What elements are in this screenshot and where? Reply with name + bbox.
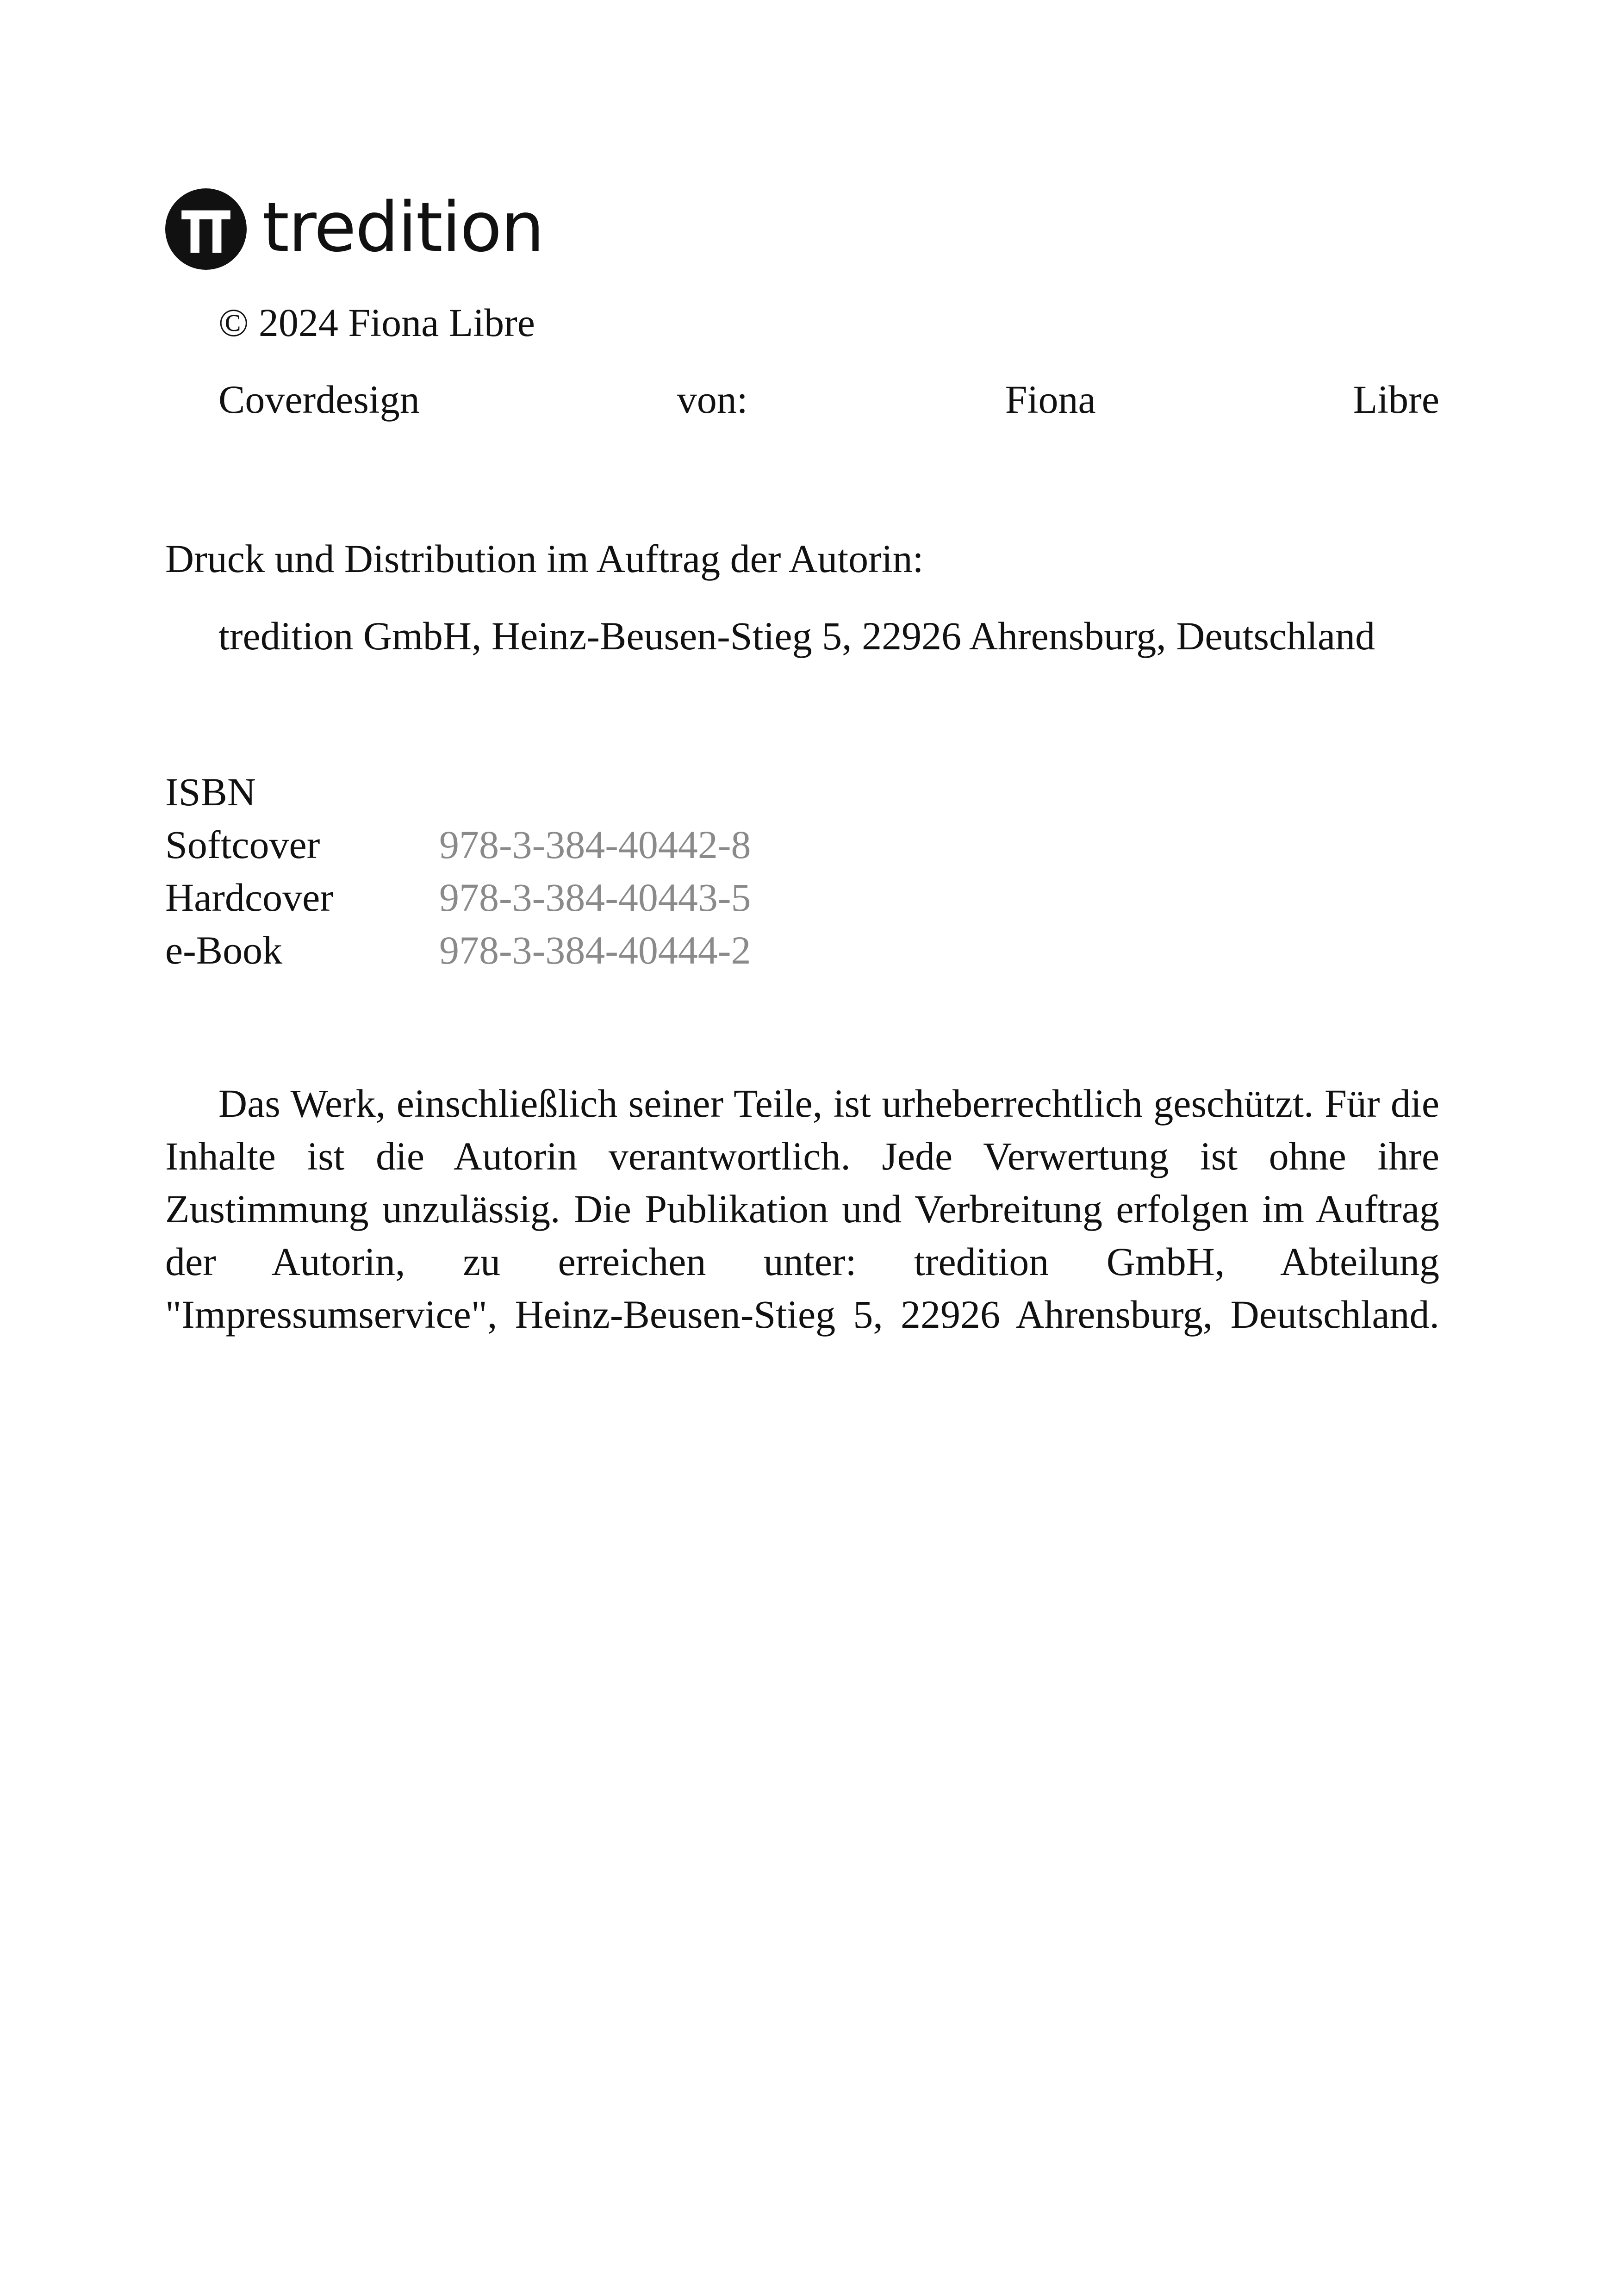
cover-word: Coverdesign [218, 377, 420, 422]
isbn-label: Hardcover [165, 875, 333, 920]
tredition-logo-icon [165, 188, 247, 270]
publisher-logo [165, 187, 543, 271]
publisher-wordmark: tredition [262, 187, 544, 267]
print-heading: Druck und Distribution im Auftrag der Autorin: [165, 536, 924, 581]
isbn-number: 978-3-384-40442-8 [439, 822, 751, 867]
copyright-line: © 2024 Fiona Libre [218, 300, 535, 345]
cover-word: Fiona [1005, 377, 1096, 422]
cover-word: von: [677, 377, 748, 422]
isbn-heading: ISBN [165, 770, 256, 814]
isbn-row [165, 924, 751, 977]
isbn-label: Softcover [165, 822, 320, 867]
cover-design-line [218, 373, 1439, 426]
isbn-row [165, 871, 751, 924]
cover-word: Libre [1353, 377, 1439, 422]
isbn-number: 978-3-384-40443-5 [439, 875, 751, 920]
print-address: tredition GmbH, Heinz-Beusen-Stieg 5, 22926 Ahrensburg, Deutschland [218, 614, 1375, 658]
isbn-block [165, 765, 751, 977]
isbn-row [165, 818, 751, 871]
isbn-number: 978-3-384-40444-2 [439, 928, 751, 972]
legal-notice: Das Werk, einschließlich seiner Teile, ist urheberrechtlich geschützt. Für die Inhalte ist die Autorin verantwortlich. Jede Verwertung ist ohne ihre Zustimmung unzulässig. Die Publikation und Verbreitung erfolgen im Auftrag der Autorin, zu erreichen unter: tredition GmbH, Abteilung "Impressumservice", Heinz-Beusen-Stieg 5, 22926 Ahrensburg, Deutschland. [165, 1081, 1439, 1337]
isbn-label: e-Book [165, 928, 283, 972]
